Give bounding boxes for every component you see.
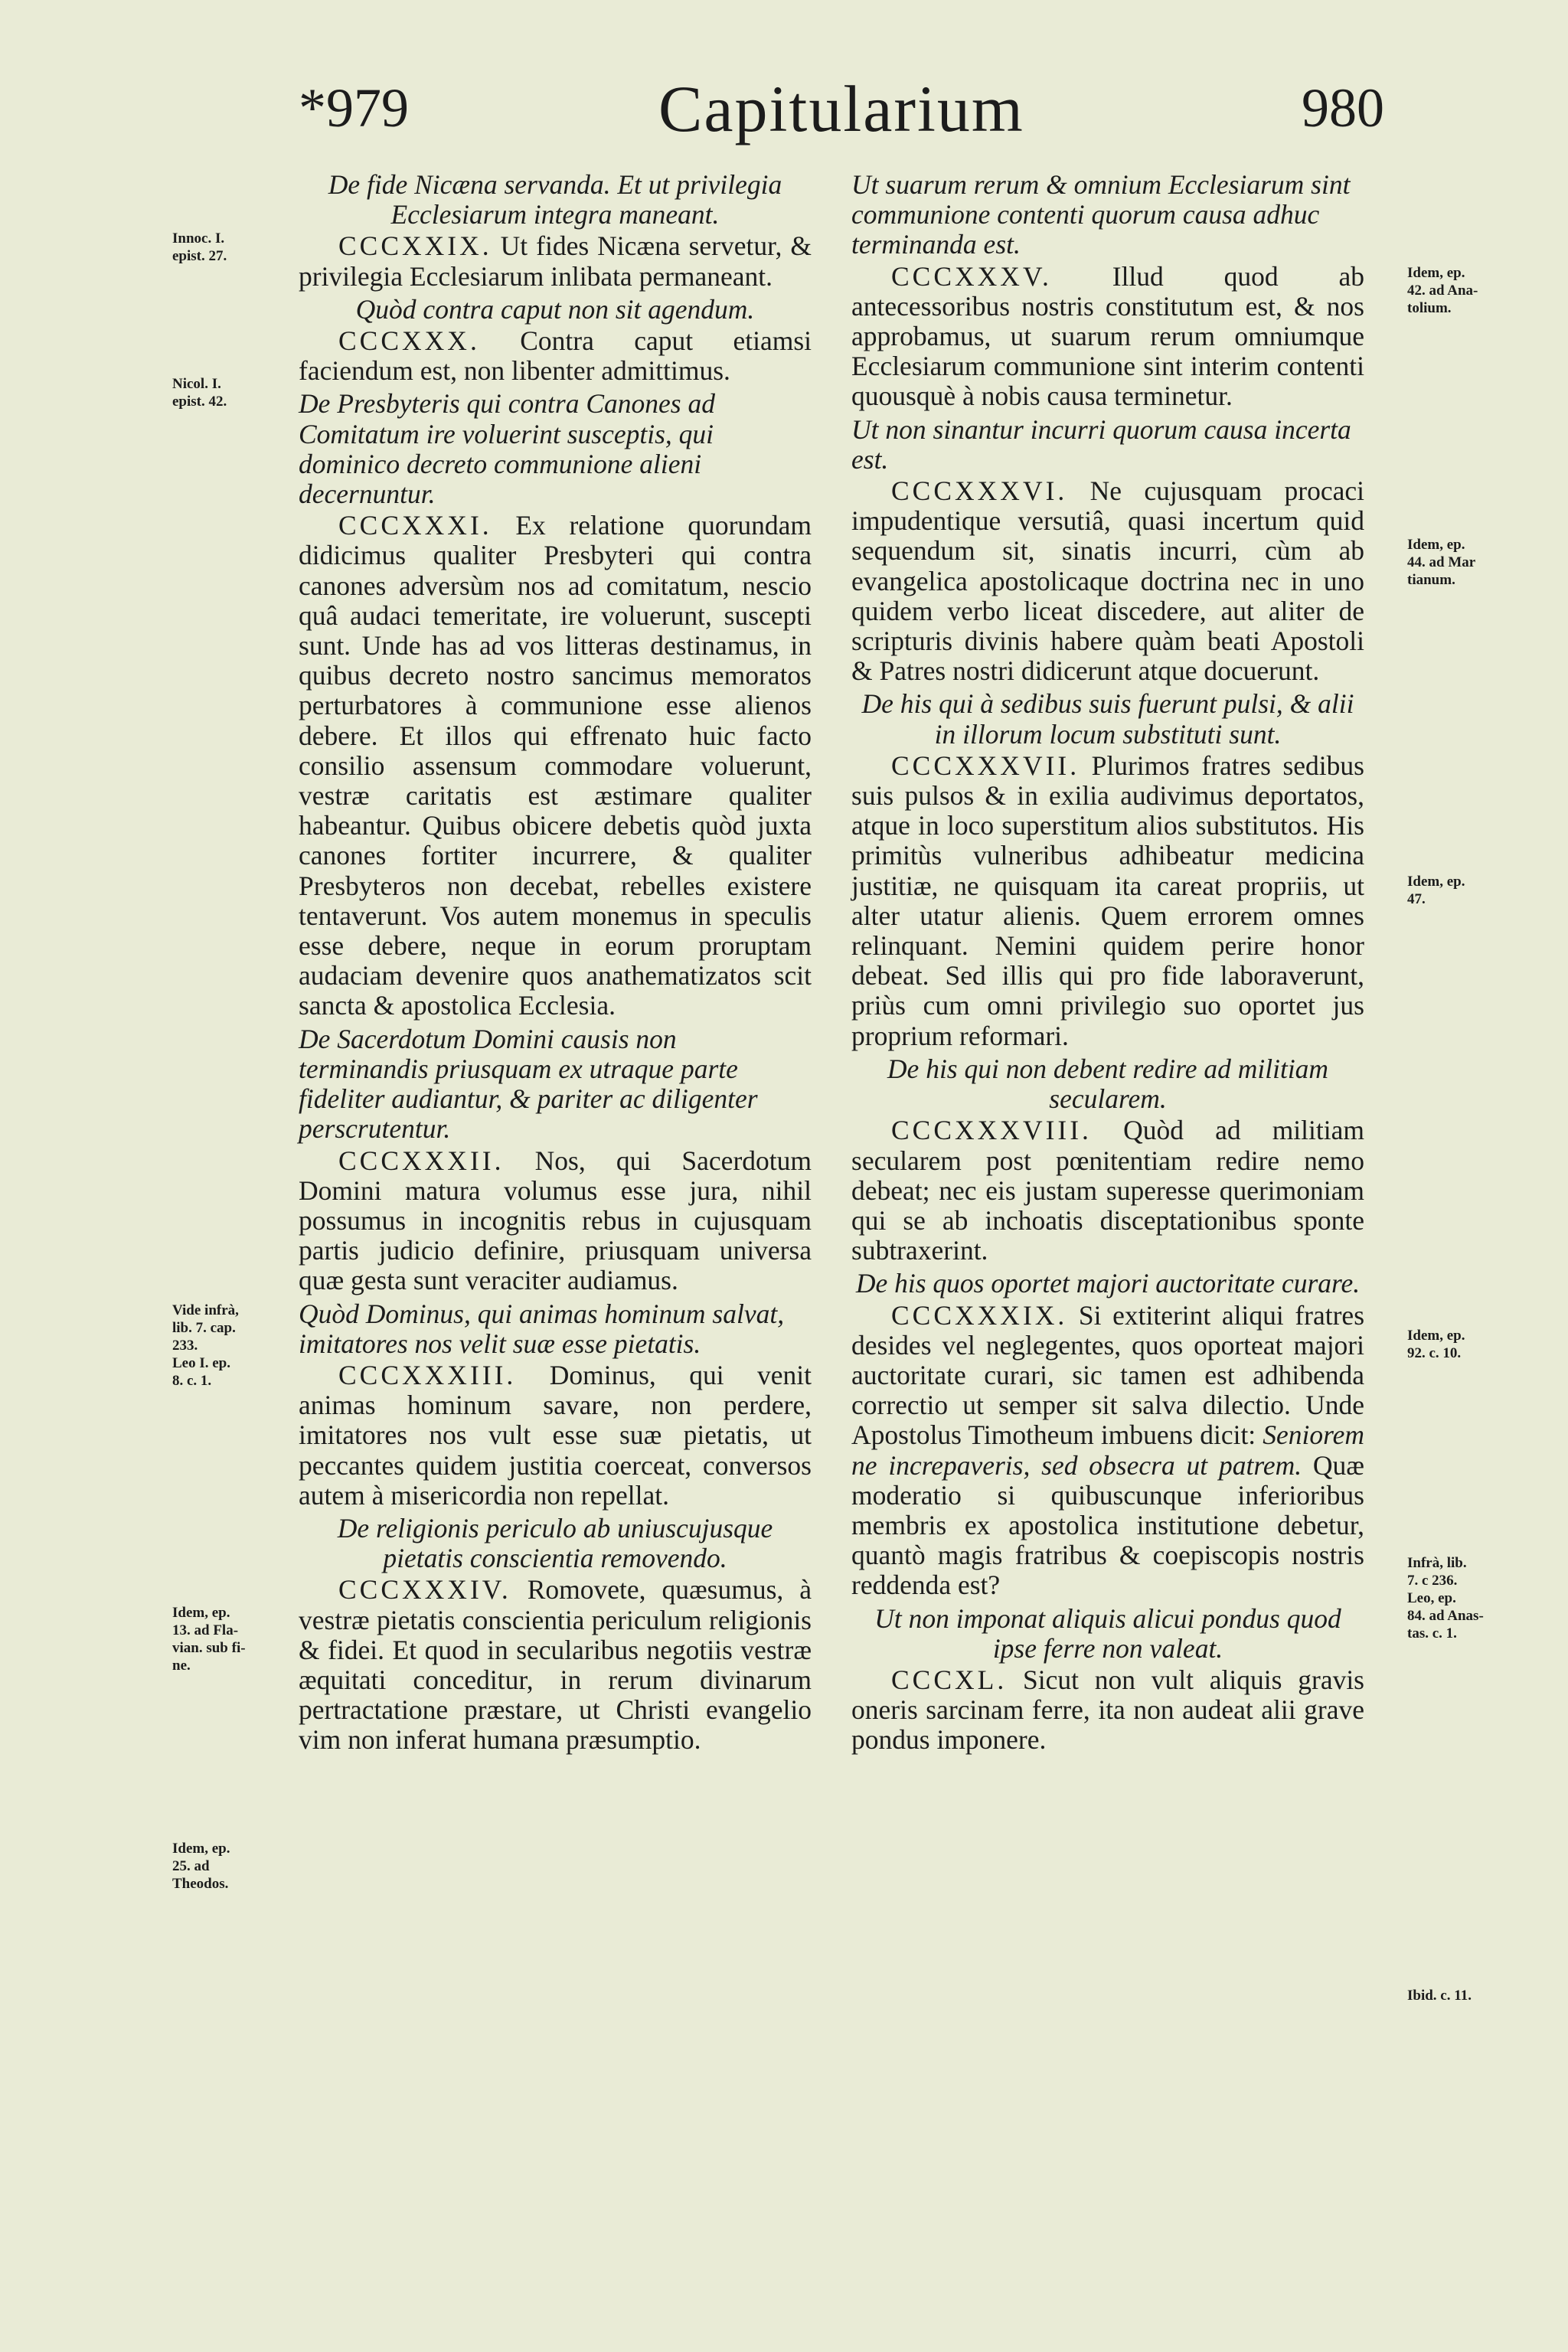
paragraph-text: Plurimos fratres sedibus suis pulsos & in exilia audivimus deportatos, atque in loco superstitum alios substitutos. His primitùs vulneribus adhibeatur medicina justitiæ, ne quisquam ita careat propriis, ut alter utatur alienis. Quem errorem omnes relinquant. Nemini quidem perire honor debeat. Sed illis qui pro fide laboraverunt, priùs cum omni privilegio suo oportet jus proprium reformari. xyxy=(851,750,1364,1051)
section-number: CCCXXXVI. xyxy=(891,475,1068,507)
section-number: CCCXXXV. xyxy=(891,260,1052,292)
right-column xyxy=(851,170,1364,1759)
rubric-line: De Presbyteris qui contra Canones ad Comitatum ire voluerint susceptis, qui dominico decreto communione alieni decernuntur. xyxy=(299,388,715,510)
margin-note-line: 8. c. 1. xyxy=(172,1373,212,1389)
margin-note-line: epist. 27. xyxy=(172,248,227,264)
section-number: CCCXXIX. xyxy=(338,230,492,262)
right-paragraph xyxy=(851,751,1364,1051)
rubric-line: De fide Nicæna servanda. Et ut privilegia xyxy=(328,169,782,200)
right-page-number: 980 xyxy=(1302,77,1384,139)
paragraph-text: Dominus, qui venit animas hominum savare, non perdere, imitatores nos vult esse suæ pietatis, ut peccantes quidem justitia coerceat, conversos autem à misericordia non repellat. xyxy=(299,1359,812,1511)
paragraph-text: Ex relatione quorundam didicimus qualiter Presbyteri qui contra canones adversùm nos ad comitatum, nescio quâ audaci temeritate, ire voluerunt, suscepti sunt. Unde has ad vos litteras destinamus, in quibus decreto nostro sancimus memoratos perturbatores à communione esse alienos debere. Et illos qui effrenato huic facto consilio assensum commodare voluerunt, vestræ caritatis est æstimare qualiter habeantur. Quibus obicere debetis quòd juxta canones fortiter incurrere, & qualiter Presbyteros non decebat, rebelles existere tentaverunt. Vos autem monemus in speculis esse debere, neque in eorum proruptam audaciam devenire quos anathematizatos scit sancta & apostolica Ecclesia. xyxy=(299,510,812,1021)
right-paragraph xyxy=(851,1665,1364,1756)
rubric-line: De his qui non debent redire ad militiam xyxy=(887,1053,1329,1084)
scripture-quote: Seniorem ne increpaveris, sed obsecra ut patrem. xyxy=(851,1419,1364,1481)
margin-note-line: 44. ad Mar xyxy=(1407,554,1476,570)
margin-note-line: Innoc. I. xyxy=(172,230,225,247)
left-rubric xyxy=(299,1299,812,1359)
right-paragraph xyxy=(851,262,1364,412)
margin-note-line: epist. 42. xyxy=(172,394,227,410)
left-rubric xyxy=(299,1024,812,1145)
right-margin-note xyxy=(1407,264,1522,317)
rubric-line: secularem. xyxy=(1049,1083,1167,1115)
margin-note-line: tas. c. 1. xyxy=(1407,1625,1457,1642)
rubric-line: De his qui à sedibus suis fuerunt pulsi, & alii xyxy=(861,688,1354,720)
margin-note-line: 7. c 236. xyxy=(1407,1573,1458,1589)
right-rubric xyxy=(851,1269,1364,1298)
right-margin-note xyxy=(1407,1327,1522,1362)
right-rubric xyxy=(851,170,1364,260)
rubric-line: pietatis conscientia removendo. xyxy=(383,1543,727,1574)
rubric-line: Ecclesiarum integra maneant. xyxy=(390,199,720,230)
paragraph-text: Quòd ad militiam secularem post pœnitentiam redire nemo debeat; nec eis justam superesse querimoniam qui se ab inchoatis disceptationibus sponte subtraxerint. xyxy=(851,1115,1364,1266)
margin-note-line: Leo, ep. xyxy=(1407,1590,1456,1606)
paragraph-text: Ut fides Nicæna servetur, & privilegia Ecclesiarum inlibata permaneant. xyxy=(299,230,812,292)
right-paragraph xyxy=(851,476,1364,686)
rubric-line: De his quos oportet majori auctoritate curare. xyxy=(855,1268,1361,1299)
margin-note-line: Vide infrà, xyxy=(172,1302,239,1318)
right-rubric xyxy=(851,415,1364,475)
rubric-line: De Sacerdotum Domini causis non terminandis priusquam ex utraque parte fideliter audiantur, & pariter ac diligenter perscrutentur. xyxy=(299,1023,758,1145)
margin-note-line: Nicol. I. xyxy=(172,376,221,392)
right-margin-note xyxy=(1407,873,1522,908)
right-rubric xyxy=(851,1604,1364,1664)
paragraph-text: Contra caput etiamsi faciendum est, non libenter admittimus. xyxy=(299,325,812,387)
right-paragraph xyxy=(851,1116,1364,1266)
margin-note-line: Idem, ep. xyxy=(172,1841,230,1857)
left-margin-note xyxy=(172,1840,287,1893)
margin-note-line: 233. xyxy=(172,1338,198,1354)
left-rubric xyxy=(299,295,812,325)
left-paragraph xyxy=(299,326,812,386)
margin-note-line: Idem, ep. xyxy=(1407,874,1465,890)
margin-note-line: Idem, ep. xyxy=(1407,265,1465,281)
right-margin-note xyxy=(1407,1987,1522,2004)
section-number: CCCXXX. xyxy=(338,325,480,357)
section-number: CCCXXXII. xyxy=(338,1145,505,1176)
left-margin-note xyxy=(172,1604,287,1674)
paragraph-text: Sicut non vult aliquis gravis oneris sarcinam ferre, ita non audeat alii grave pondus imponere. xyxy=(851,1664,1364,1756)
section-number: CCCXL. xyxy=(891,1664,1008,1695)
section-number: CCCXXXIX. xyxy=(891,1299,1068,1331)
paragraph-text: Si extiterint aliqui fratres desides vel neglegentes, quos oporteat majori auctoritate curari, sic tamen est adhibenda correctio ut semper sit salva dilectio. Unde Apostolus Timotheum imbuens dicit: xyxy=(851,1299,1365,1451)
left-margin-note xyxy=(172,375,287,410)
paragraph-text: Ne cujusquam procaci impudentique versutiâ, quasi incertum quid sequendum sit, sinatis incurri, cùm ab evangelica apostolicaque doctrina nec in uno quidem verbo liceat discedere, aut aliter de scripturis divinis habere quàm beati Apostoli & Patres nostri didicerunt atque docuerunt. xyxy=(851,475,1365,687)
left-paragraph xyxy=(299,1575,812,1755)
rubric-line: Quòd contra caput non sit agendum. xyxy=(355,293,755,325)
rubric-line: ipse ferre non valeat. xyxy=(992,1632,1223,1664)
right-paragraph xyxy=(851,1301,1364,1601)
margin-note-line: ne. xyxy=(172,1658,191,1674)
section-number: CCCXXXVIII. xyxy=(891,1115,1092,1146)
margin-note-line: 25. ad xyxy=(172,1858,210,1874)
right-rubric xyxy=(851,1054,1364,1114)
margin-note-line: Theodos. xyxy=(172,1876,229,1892)
rubric-line: Quòd Dominus, qui animas hominum salvat, imitatores nos velit suæ esse pietatis. xyxy=(299,1298,785,1359)
left-margin-note xyxy=(172,1302,287,1390)
margin-note-line: Leo I. ep. xyxy=(172,1355,230,1371)
left-page-number: *979 xyxy=(299,77,409,139)
paragraph-text: Romovete, quæsumus, à vestræ pietatis conscientia periculum religionis & fidei. Et quod in secularibus negotiis vestræ æquitati conceditur, in rerum divinarum pertractatione præstare, ut Christi evangelio vim non inferat humana præsumptio. xyxy=(299,1574,812,1756)
margin-note-line: Idem, ep. xyxy=(1407,537,1465,553)
margin-note-line: vian. sub fi- xyxy=(172,1640,246,1656)
section-number: CCCXXXVII. xyxy=(891,750,1080,781)
running-title: Capitularium xyxy=(658,72,1024,145)
margin-note-line: 13. ad Fla- xyxy=(172,1622,239,1638)
rubric-line: De religionis periculo ab uniuscujusque xyxy=(337,1512,773,1544)
left-paragraph xyxy=(299,1146,812,1296)
paragraph-text: Quæ moderatio si quibuscunque inferioribus membris ex apostolica institutione debetur, quantò magis fratribus & coepiscopis nostris reddenda est? xyxy=(851,1449,1364,1601)
left-paragraph xyxy=(299,231,812,291)
section-number: CCCXXXI. xyxy=(338,510,492,541)
left-paragraph xyxy=(299,511,812,1021)
margin-note-line: 47. xyxy=(1407,891,1426,907)
margin-note-line: Ibid. c. 11. xyxy=(1407,1988,1472,2004)
right-margin-note xyxy=(1407,1554,1522,1642)
margin-note-line: 42. ad Ana- xyxy=(1407,283,1478,299)
left-rubric xyxy=(299,170,812,230)
margin-note-line: tolium. xyxy=(1407,300,1452,316)
left-column xyxy=(299,170,812,1759)
paragraph-text: Illud quod ab antecessoribus nostris constitutum est, & nos approbamus, ut suarum rerum omniumque Ecclesiarum communione sint interim contenti quousquè à nobis causa terminetur. xyxy=(851,260,1365,412)
rubric-line: in illorum locum substituti sunt. xyxy=(934,718,1282,750)
section-number: CCCXXXIII. xyxy=(338,1359,517,1390)
margin-note-line: lib. 7. cap. xyxy=(172,1320,236,1336)
margin-note-line: 92. c. 10. xyxy=(1407,1345,1462,1361)
margin-note-line: 84. ad Anas- xyxy=(1407,1608,1484,1624)
left-margin-note xyxy=(172,230,287,265)
rubric-line: Ut non imponat aliquis alicui pondus quod xyxy=(874,1602,1341,1634)
margin-note-line: Idem, ep. xyxy=(172,1605,230,1621)
rubric-line: Ut suarum rerum & omnium Ecclesiarum sint communione contenti quorum causa adhuc terminanda est. xyxy=(851,169,1351,260)
left-rubric xyxy=(299,389,812,509)
left-paragraph xyxy=(299,1361,812,1511)
margin-note-line: Idem, ep. xyxy=(1407,1328,1465,1344)
section-number: CCCXXXIV. xyxy=(338,1574,511,1606)
rubric-line: Ut non sinantur incurri quorum causa incerta est. xyxy=(851,413,1351,475)
margin-note-line: tianum. xyxy=(1407,572,1455,588)
right-margin-note xyxy=(1407,536,1522,589)
paragraph-text: Nos, qui Sacerdotum Domini matura volumus esse jura, nihil possumus in incognitis rebus in cujusquam partis judicio definire, priusquam universa quæ gesta sunt veraciter audiamus. xyxy=(299,1145,812,1296)
left-rubric xyxy=(299,1514,812,1573)
margin-note-line: Infrà, lib. xyxy=(1407,1555,1467,1571)
right-rubric xyxy=(851,689,1364,749)
